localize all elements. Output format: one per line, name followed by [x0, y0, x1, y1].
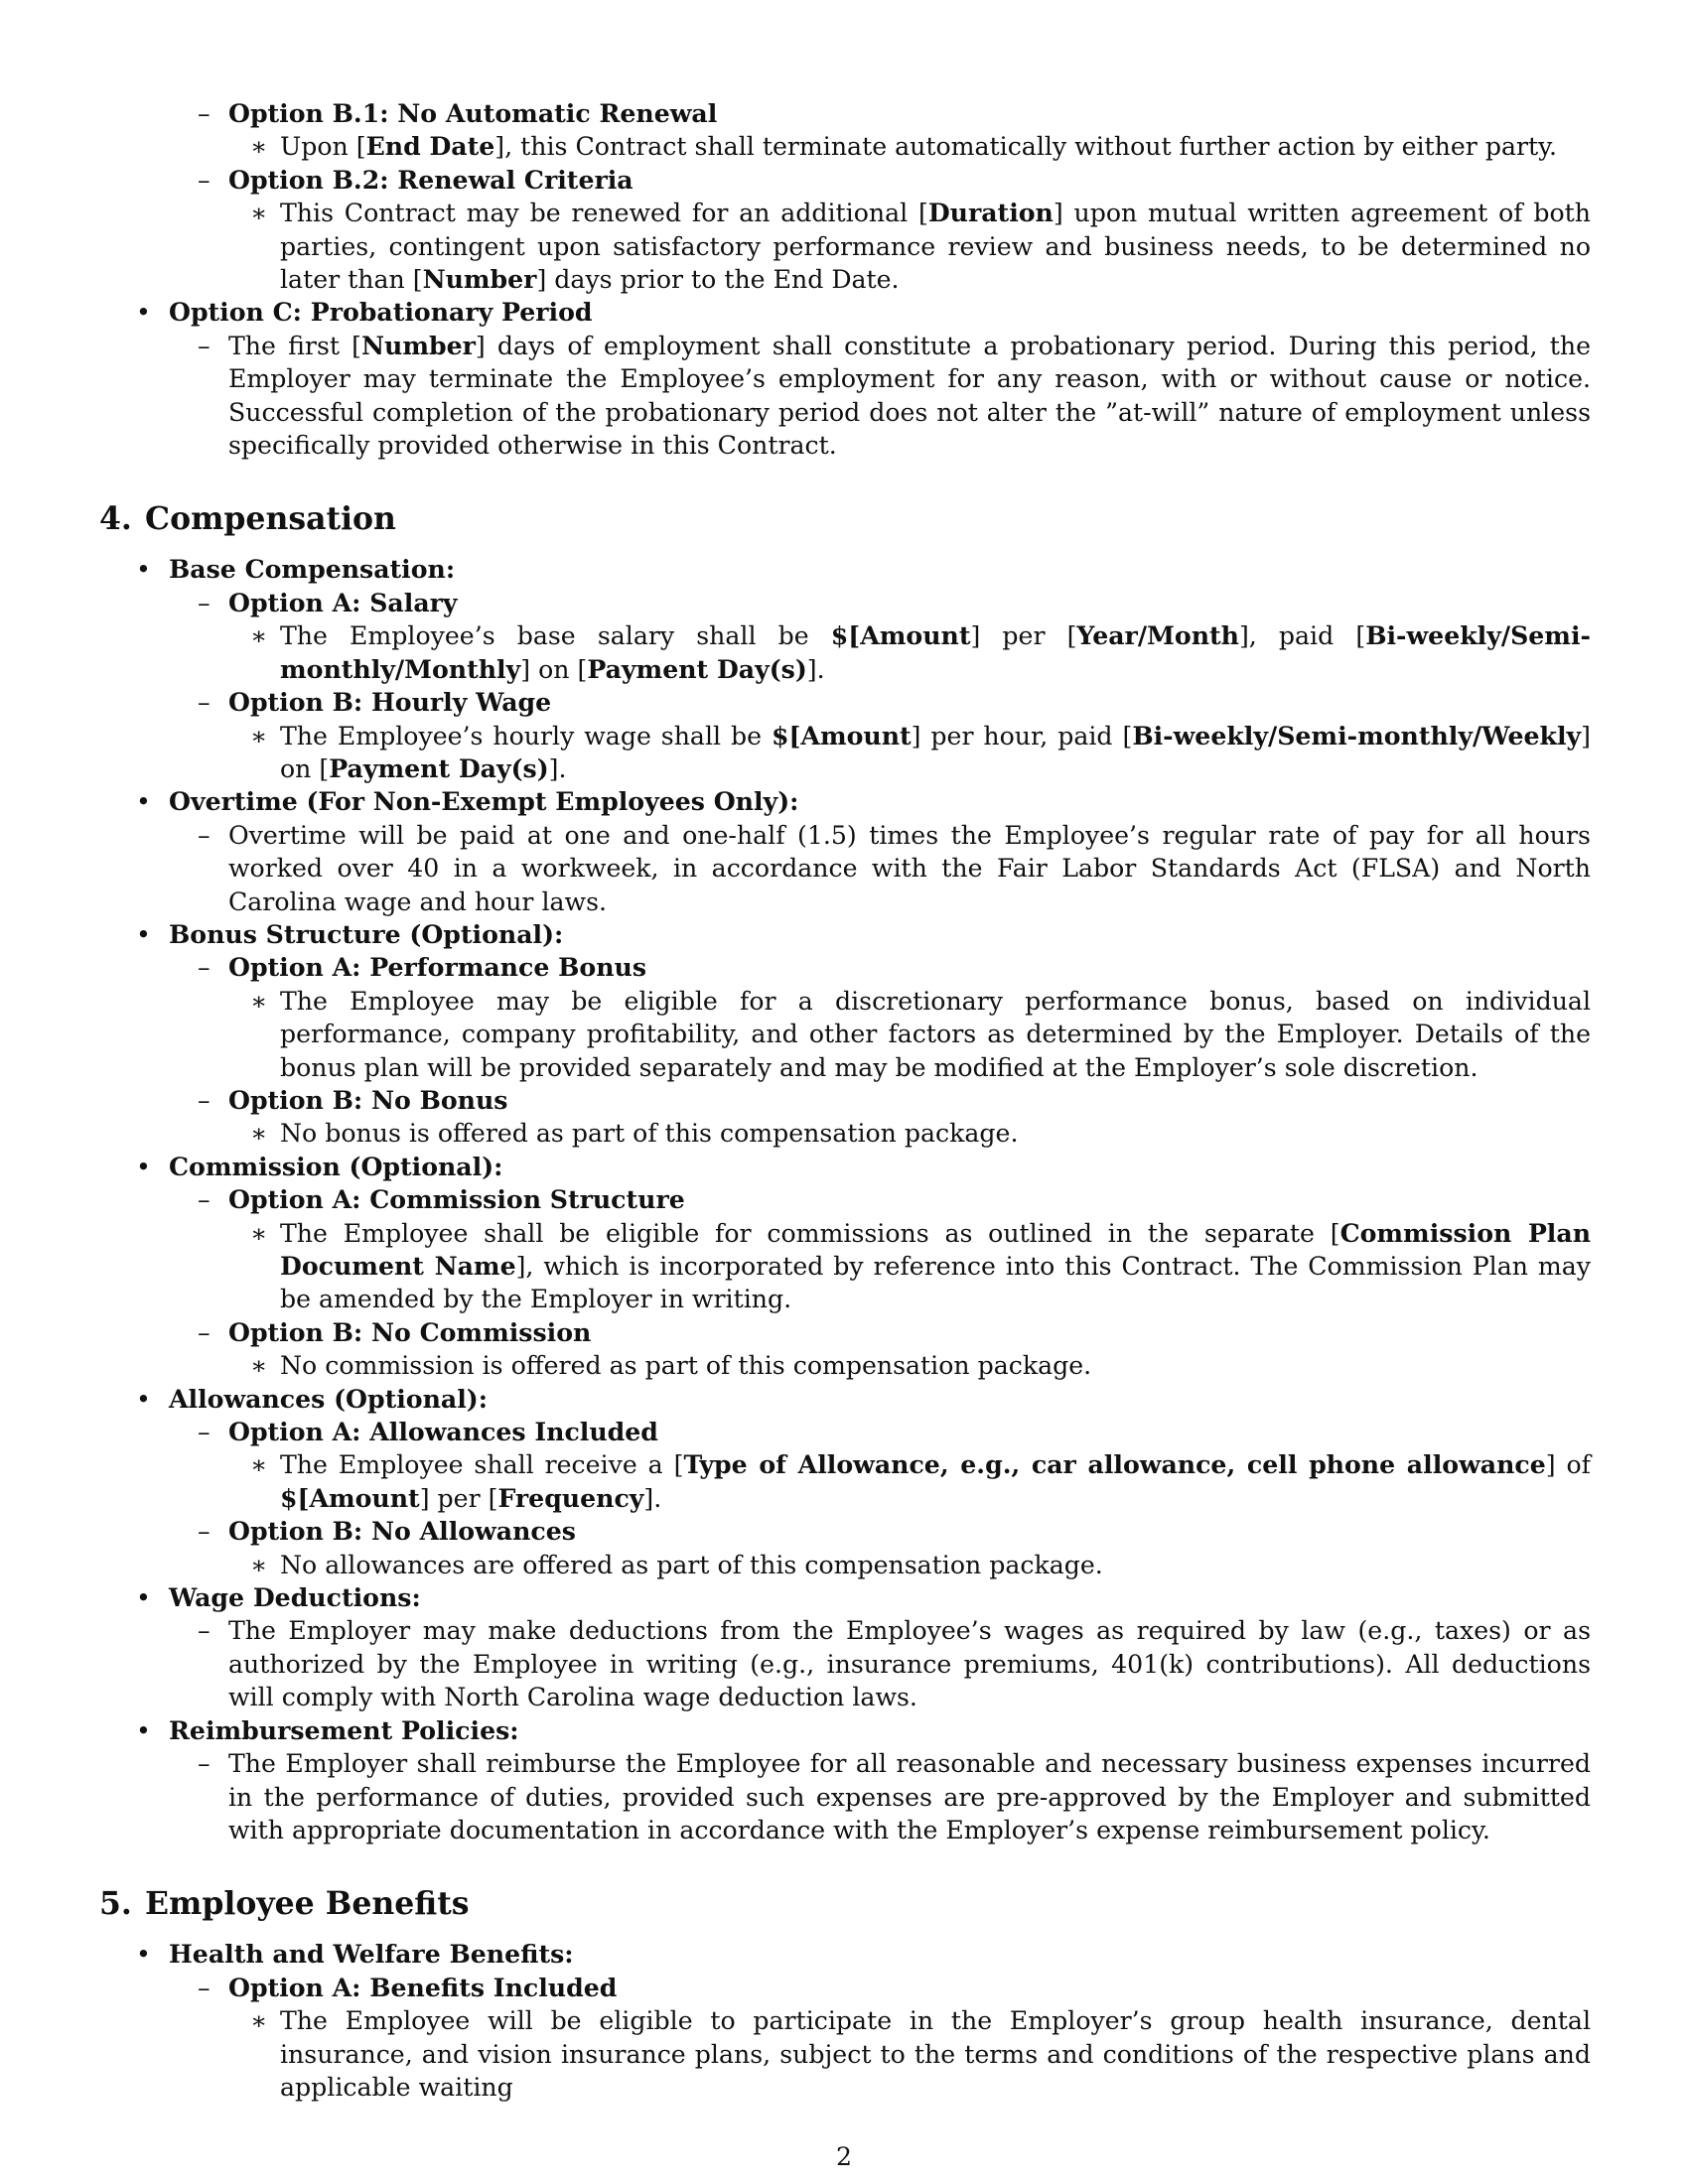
list-item: [99, 1972, 1591, 2004]
hourly-wage-text: The Employee’s hourly wage shall be $[Amount] per hour, paid [Bi-weekly/Semi-monthly/Weekly] on [Payment Day(s)].: [280, 720, 1591, 783]
list-item: [99, 130, 1591, 163]
health-a-label: Option A: Benefits Included: [228, 1972, 618, 2002]
deductions-label: Wage Deductions:: [169, 1582, 421, 1613]
health-welfare-label: Health and Welfare Benefits:: [169, 1939, 574, 1970]
dash-marker: –: [198, 331, 211, 360]
list-item: [99, 785, 1591, 818]
list-item: [99, 1383, 1591, 1416]
dash-marker: –: [198, 1185, 211, 1215]
bullet-marker: •: [136, 298, 151, 328]
allowances-b-text: No allowances are offered as part of this compensation package.: [280, 1550, 1103, 1579]
list-item: [99, 1448, 1591, 1515]
dash-marker: –: [198, 99, 211, 128]
list-item: [99, 296, 1591, 329]
star-marker: ∗: [250, 1351, 268, 1381]
list-item: [99, 164, 1591, 197]
dash-marker: –: [198, 688, 211, 718]
allowances-a-text: The Employee shall receive a [Type of Allowance, e.g., car allowance, cell phone allowance] of $[Amount] per [Frequency].: [280, 1449, 1591, 1513]
list-item: [99, 1515, 1591, 1548]
bullet-marker: •: [136, 919, 151, 949]
list-item: [99, 720, 1591, 786]
salary-label: Option A: Salary: [228, 587, 458, 617]
list-item: [99, 1117, 1591, 1150]
option-c-text: The first [Number] days of employment shall constitute a probationary period. During this period, the Employer may terminate the Employee’s employment for any reason, with or without cause or notice. Successful completion of the probationary period does not alter the ”at-will” nature of employment unless specifically provided otherwise in this Contract.: [228, 330, 1591, 461]
list-item: [99, 1549, 1591, 1581]
option-b1-text: Upon [End Date], this Contract shall terminate automatically without further action by either party.: [280, 131, 1558, 162]
bonus-a-label: Option A: Performance Bonus: [228, 952, 647, 983]
star-marker: ∗: [250, 1119, 268, 1149]
bullet-marker: •: [136, 555, 151, 585]
dash-marker: –: [198, 1973, 211, 2002]
bonus-label: Bonus Structure (Optional):: [169, 918, 564, 949]
list-item: [99, 951, 1591, 984]
list-item: [99, 1747, 1591, 1846]
deductions-text: The Employer may make deductions from the Employee’s wages as required by law (e.g., taxes) or as authorized by the Employee in writing (e.g., insurance premiums, 401(k) contributions). All deductions will comply with North Carolina wage deduction laws.: [228, 1616, 1591, 1712]
list-item: [99, 985, 1591, 1084]
option-b1-label: Option B.1: No Automatic Renewal: [228, 98, 718, 128]
star-marker: ∗: [250, 986, 268, 1016]
section-number: 5.: [99, 1885, 132, 1923]
bonus-b-text: No bonus is offered as part of this compensation package.: [280, 1119, 1019, 1149]
list-item: [99, 1938, 1591, 1971]
health-a-text: The Employee will be eligible to participate in the Employer’s group health insurance, dental insurance, and vision insurance plans, subject to the terms and conditions of the respective plans and applicable waiting: [280, 2006, 1591, 2102]
list-item: [99, 1316, 1591, 1349]
bullet-marker: •: [136, 1940, 151, 1970]
section-heading-employee-benefits: [99, 1884, 1591, 1924]
overtime-text: Overtime will be paid at one and one-half (1.5) times the Employee’s regular rate of pay for all hours worked over 40 in a workweek, in accordance with the Fair Labor Standards Act (FLSA) and North Carolina wage and hour laws.: [228, 820, 1591, 916]
list-item: [99, 197, 1591, 296]
list-item: [99, 1183, 1591, 1216]
overtime-label: Overtime (For Non-Exempt Employees Only):: [169, 786, 799, 817]
option-b2-text: This Contract may be renewed for an additional [Duration] upon mutual written agreement of both parties, contingent upon satisfactory performance review and business needs, to be determined no later than [Number] days prior to the End Date.: [280, 198, 1591, 295]
dash-marker: –: [198, 165, 211, 195]
list-item: [99, 2004, 1591, 2104]
bullet-marker: •: [136, 1152, 151, 1181]
dash-marker: –: [198, 1317, 211, 1347]
bullet-marker: •: [136, 1583, 151, 1613]
list-item: [99, 587, 1591, 619]
list-item: [99, 1416, 1591, 1448]
dash-marker: –: [198, 820, 211, 850]
star-marker: ∗: [250, 1218, 268, 1248]
bonus-a-text: The Employee may be eligible for a discretionary performance bonus, based on individual performance, company profitability, and other factors as determined by the Employer. Details of the bonus plan will be provided separately and may be modified at the Employer’s sole discretion.: [280, 986, 1591, 1082]
option-b2-label: Option B.2: Renewal Criteria: [228, 164, 633, 195]
salary-text: The Employee’s base salary shall be $[Amount] per [Year/Month], paid [Bi-weekly/Semi-monthly/Monthly] on [Payment Day(s)].: [280, 620, 1591, 684]
allowances-b-label: Option B: No Allowances: [228, 1516, 576, 1547]
section-title: Employee Benefits: [145, 1885, 470, 1923]
dash-marker: –: [198, 1749, 211, 1779]
star-marker: ∗: [250, 132, 268, 162]
reimbursement-text: The Employer shall reimburse the Employee for all reasonable and necessary business expenses incurred in the performance of duties, provided such expenses are pre-approved by the Employer and submitted with appropriate documentation in accordance with the Employer’s expense reimbursement policy.: [228, 1749, 1591, 1844]
dash-marker: –: [198, 953, 211, 983]
list-item: [99, 97, 1591, 130]
star-marker: ∗: [250, 721, 268, 751]
reimbursement-label: Reimbursement Policies:: [169, 1714, 519, 1745]
list-item: [99, 330, 1591, 463]
list-item: [99, 619, 1591, 686]
commission-a-label: Option A: Commission Structure: [228, 1184, 685, 1215]
list-item: [99, 686, 1591, 719]
list-item: [99, 1714, 1591, 1747]
star-marker: ∗: [250, 1450, 268, 1480]
list-item: [99, 1581, 1591, 1614]
star-marker: ∗: [250, 621, 268, 651]
base-compensation-label: Base Compensation:: [169, 554, 456, 585]
dash-marker: –: [198, 1418, 211, 1447]
list-item: [99, 553, 1591, 586]
page-number: 2: [835, 2142, 853, 2171]
commission-label: Commission (Optional):: [169, 1151, 503, 1181]
allowances-a-label: Option A: Allowances Included: [228, 1417, 658, 1447]
star-marker: ∗: [250, 1550, 268, 1579]
list-item: [99, 1217, 1591, 1316]
allowances-label: Allowances (Optional):: [169, 1383, 488, 1414]
bullet-marker: •: [136, 1715, 151, 1745]
list-item: [99, 918, 1591, 951]
bullet-marker: •: [136, 1384, 151, 1414]
hourly-wage-label: Option B: Hourly Wage: [228, 687, 552, 718]
dash-marker: –: [198, 588, 211, 617]
star-marker: ∗: [250, 2006, 268, 2036]
commission-a-text: The Employee shall be eligible for commissions as outlined in the separate [Commission Plan Document Name], which is incorporated by reference into this Contract. The Commission Plan may be amended by the Employer in writing.: [280, 1217, 1592, 1314]
dash-marker: –: [198, 1085, 211, 1115]
list-item: [99, 1349, 1591, 1382]
commission-b-text: No commission is offered as part of this compensation package.: [280, 1351, 1092, 1381]
bullet-marker: •: [136, 787, 151, 817]
list-item: [99, 819, 1591, 918]
list-item: [99, 1151, 1591, 1183]
option-c-label: Option C: Probationary Period: [169, 297, 593, 328]
list-item: [99, 1084, 1591, 1117]
dash-marker: –: [198, 1616, 211, 1646]
section-heading-compensation: [99, 499, 1591, 539]
commission-b-label: Option B: No Commission: [228, 1316, 592, 1347]
section-title: Compensation: [145, 500, 396, 538]
bonus-b-label: Option B: No Bonus: [228, 1084, 508, 1115]
list-item: [99, 1614, 1591, 1713]
star-marker: ∗: [250, 199, 268, 228]
dash-marker: –: [198, 1517, 211, 1547]
document-page: [99, 97, 1591, 2104]
section-number: 4.: [99, 500, 132, 538]
